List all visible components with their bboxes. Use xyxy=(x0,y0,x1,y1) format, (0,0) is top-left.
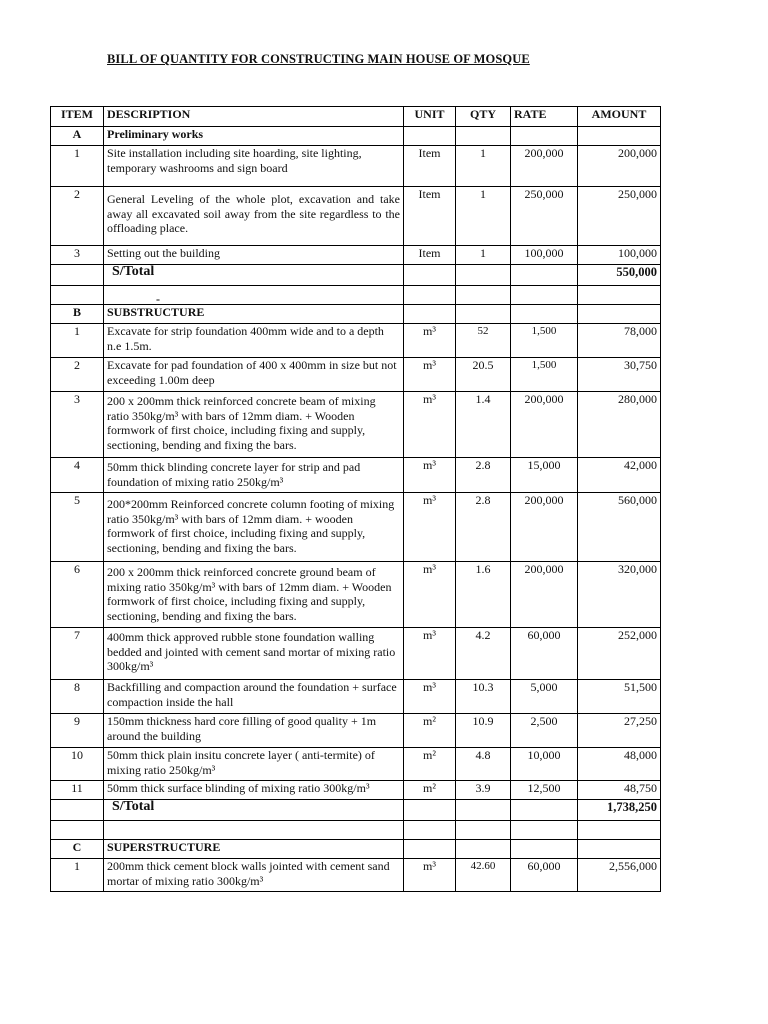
item-amount: 48,000 xyxy=(578,748,661,781)
empty-cell xyxy=(51,821,104,840)
section-header-row xyxy=(51,840,661,859)
item-amount: 42,000 xyxy=(578,458,661,493)
item-rate: 60,000 xyxy=(511,859,578,892)
item-amount: 280,000 xyxy=(578,392,661,458)
item-number: 6 xyxy=(51,562,104,628)
item-description: 50mm thick plain insitu concrete layer ( anti-termite) of mixing ratio 250kg/m³ xyxy=(104,748,404,781)
item-number: 2 xyxy=(51,187,104,246)
empty-cell xyxy=(51,800,104,821)
item-amount: 560,000 xyxy=(578,493,661,562)
item-rate: 200,000 xyxy=(511,493,578,562)
item-unit: m² xyxy=(404,781,456,800)
empty-cell xyxy=(456,800,511,821)
item-amount: 48,750 xyxy=(578,781,661,800)
item-number: 1 xyxy=(51,859,104,892)
item-qty: 42.60 xyxy=(456,859,511,892)
section-marker: - xyxy=(104,286,404,305)
empty-cell xyxy=(404,821,456,840)
table-row xyxy=(51,246,661,265)
header-qty: QTY xyxy=(456,107,511,127)
empty-cell xyxy=(511,265,578,286)
item-description: 400mm thick approved rubble stone foundation walling bedded and jointed with cement sand mortar of mixing ratio 300kg/m³ xyxy=(104,628,404,680)
subtotal-label: S/Total xyxy=(104,265,404,286)
item-amount: 320,000 xyxy=(578,562,661,628)
item-number: 8 xyxy=(51,680,104,714)
document-title: BILL OF QUANTITY FOR CONSTRUCTING MAIN HOUSE OF MOSQUE xyxy=(107,52,530,66)
item-description: 200 x 200mm thick reinforced concrete ground beam of mixing ratio 350kg/m³ with bars of 12mm diam. + Wooden formwork of first choice, including fixing and supply, sectioning, bending and fixing the bars. xyxy=(104,562,404,628)
item-number: 10 xyxy=(51,748,104,781)
item-amount: 100,000 xyxy=(578,246,661,265)
subtotal-amount: 1,738,250 xyxy=(578,800,661,821)
item-qty: 1 xyxy=(456,146,511,187)
item-amount: 51,500 xyxy=(578,680,661,714)
empty-cell xyxy=(511,305,578,324)
empty-cell xyxy=(456,127,511,146)
empty-cell xyxy=(578,305,661,324)
item-description: Backfilling and compaction around the foundation + surface compaction inside the hall xyxy=(104,680,404,714)
table-row xyxy=(51,781,661,800)
item-rate: 1,500 xyxy=(511,324,578,358)
empty-cell xyxy=(456,286,511,305)
item-qty: 3.9 xyxy=(456,781,511,800)
item-unit: m³ xyxy=(404,493,456,562)
empty-cell xyxy=(578,286,661,305)
table-row xyxy=(51,680,661,714)
empty-cell xyxy=(456,265,511,286)
item-number: 4 xyxy=(51,458,104,493)
item-qty: 2.8 xyxy=(456,493,511,562)
item-unit: m³ xyxy=(404,680,456,714)
empty-cell xyxy=(511,286,578,305)
empty-cell xyxy=(578,821,661,840)
header-description: DESCRIPTION xyxy=(104,107,404,127)
item-qty: 2.8 xyxy=(456,458,511,493)
item-amount: 2,556,000 xyxy=(578,859,661,892)
item-description: 150mm thickness hard core filling of good quality + 1m around the building xyxy=(104,714,404,748)
item-rate: 10,000 xyxy=(511,748,578,781)
section-header-row xyxy=(51,305,661,324)
table-row xyxy=(51,628,661,680)
item-number: 3 xyxy=(51,246,104,265)
section-header-row xyxy=(51,127,661,146)
item-amount: 200,000 xyxy=(578,146,661,187)
item-amount: 78,000 xyxy=(578,324,661,358)
item-number: 1 xyxy=(51,146,104,187)
section-name: SUPERSTRUCTURE xyxy=(104,840,404,859)
table-row xyxy=(51,392,661,458)
item-number: 3 xyxy=(51,392,104,458)
item-unit: m³ xyxy=(404,458,456,493)
item-description: Site installation including site hoarding, site lighting, temporary washrooms and sign board xyxy=(104,146,404,187)
item-qty: 52 xyxy=(456,324,511,358)
section-name: Preliminary works xyxy=(104,127,404,146)
empty-cell xyxy=(404,265,456,286)
item-unit: m² xyxy=(404,714,456,748)
item-unit: m³ xyxy=(404,628,456,680)
item-description: 50mm thick blinding concrete layer for strip and pad foundation of mixing ratio 250kg/m³ xyxy=(104,458,404,493)
item-unit: m² xyxy=(404,748,456,781)
empty-cell xyxy=(404,840,456,859)
empty-cell xyxy=(104,821,404,840)
empty-cell xyxy=(511,127,578,146)
table-row xyxy=(51,187,661,246)
item-rate: 5,000 xyxy=(511,680,578,714)
item-amount: 27,250 xyxy=(578,714,661,748)
item-description: Excavate for pad foundation of 400 x 400mm in size but not exceeding 1.00m deep xyxy=(104,358,404,392)
item-unit: Item xyxy=(404,146,456,187)
item-rate: 200,000 xyxy=(511,562,578,628)
empty-cell xyxy=(456,840,511,859)
table-row xyxy=(51,458,661,493)
item-number: 5 xyxy=(51,493,104,562)
subtotal-amount: 550,000 xyxy=(578,265,661,286)
item-qty: 4.8 xyxy=(456,748,511,781)
empty-cell xyxy=(404,305,456,324)
empty-cell xyxy=(578,840,661,859)
item-description: General Leveling of the whole plot, excavation and take away all excavated soil away from the site regardless to the offloading place. xyxy=(104,187,404,246)
item-description: Setting out the building xyxy=(104,246,404,265)
item-qty: 4.2 xyxy=(456,628,511,680)
spacer-row xyxy=(51,286,661,305)
header-amount: AMOUNT xyxy=(578,107,661,127)
empty-cell xyxy=(511,821,578,840)
item-qty: 10.9 xyxy=(456,714,511,748)
item-rate: 100,000 xyxy=(511,246,578,265)
item-description: 200mm thick cement block walls jointed with cement sand mortar of mixing ratio 300kg/m³ xyxy=(104,859,404,892)
item-rate: 2,500 xyxy=(511,714,578,748)
subtotal-row xyxy=(51,265,661,286)
spacer-row xyxy=(51,821,661,840)
empty-cell xyxy=(511,840,578,859)
item-rate: 250,000 xyxy=(511,187,578,246)
empty-cell xyxy=(578,127,661,146)
empty-cell xyxy=(511,800,578,821)
bill-of-quantity-table xyxy=(50,106,661,892)
item-number: 1 xyxy=(51,324,104,358)
empty-cell xyxy=(51,286,104,305)
item-amount: 250,000 xyxy=(578,187,661,246)
subtotal-row xyxy=(51,800,661,821)
table-row xyxy=(51,748,661,781)
item-qty: 20.5 xyxy=(456,358,511,392)
table-row xyxy=(51,493,661,562)
header-row xyxy=(51,107,661,127)
section-name: SUBSTRUCTURE xyxy=(104,305,404,324)
header-item: ITEM xyxy=(51,107,104,127)
table-row xyxy=(51,562,661,628)
item-amount: 252,000 xyxy=(578,628,661,680)
item-unit: m³ xyxy=(404,324,456,358)
empty-cell xyxy=(456,821,511,840)
item-number: 11 xyxy=(51,781,104,800)
item-description: Excavate for strip foundation 400mm wide and to a depth n.e 1.5m. xyxy=(104,324,404,358)
item-qty: 1.4 xyxy=(456,392,511,458)
item-description: 200 x 200mm thick reinforced concrete beam of mixing ratio 350kg/m³ with bars of 12mm diam. + Wooden formwork of first choice, including fixing and supply, sectioning, bending and fixing the bars. xyxy=(104,392,404,458)
item-qty: 1 xyxy=(456,246,511,265)
table-row xyxy=(51,324,661,358)
item-qty: 1 xyxy=(456,187,511,246)
item-rate: 12,500 xyxy=(511,781,578,800)
subtotal-label: S/Total xyxy=(104,800,404,821)
table-row xyxy=(51,146,661,187)
item-description: 200*200mm Reinforced concrete column footing of mixing ratio 350kg/m³ with bars of 12mm diam. + wooden formwork of first choice, including fixing and supply, sectioning, bending and fixing the bars. xyxy=(104,493,404,562)
table-row xyxy=(51,714,661,748)
section-letter: C xyxy=(51,840,104,859)
item-qty: 1.6 xyxy=(456,562,511,628)
item-rate: 200,000 xyxy=(511,146,578,187)
item-rate: 200,000 xyxy=(511,392,578,458)
item-rate: 1,500 xyxy=(511,358,578,392)
item-number: 9 xyxy=(51,714,104,748)
empty-cell xyxy=(51,265,104,286)
item-unit: Item xyxy=(404,246,456,265)
item-description: 50mm thick surface blinding of mixing ratio 300kg/m³ xyxy=(104,781,404,800)
empty-cell xyxy=(404,127,456,146)
table-row xyxy=(51,859,661,892)
item-unit: Item xyxy=(404,187,456,246)
item-amount: 30,750 xyxy=(578,358,661,392)
header-unit: UNIT xyxy=(404,107,456,127)
empty-cell xyxy=(456,305,511,324)
empty-cell xyxy=(404,800,456,821)
section-letter: A xyxy=(51,127,104,146)
section-letter: B xyxy=(51,305,104,324)
item-number: 2 xyxy=(51,358,104,392)
item-rate: 60,000 xyxy=(511,628,578,680)
item-qty: 10.3 xyxy=(456,680,511,714)
header-rate: RATE xyxy=(511,107,578,127)
item-unit: m³ xyxy=(404,562,456,628)
item-rate: 15,000 xyxy=(511,458,578,493)
item-unit: m³ xyxy=(404,358,456,392)
table-row xyxy=(51,358,661,392)
empty-cell xyxy=(404,286,456,305)
item-unit: m³ xyxy=(404,859,456,892)
item-unit: m³ xyxy=(404,392,456,458)
item-number: 7 xyxy=(51,628,104,680)
